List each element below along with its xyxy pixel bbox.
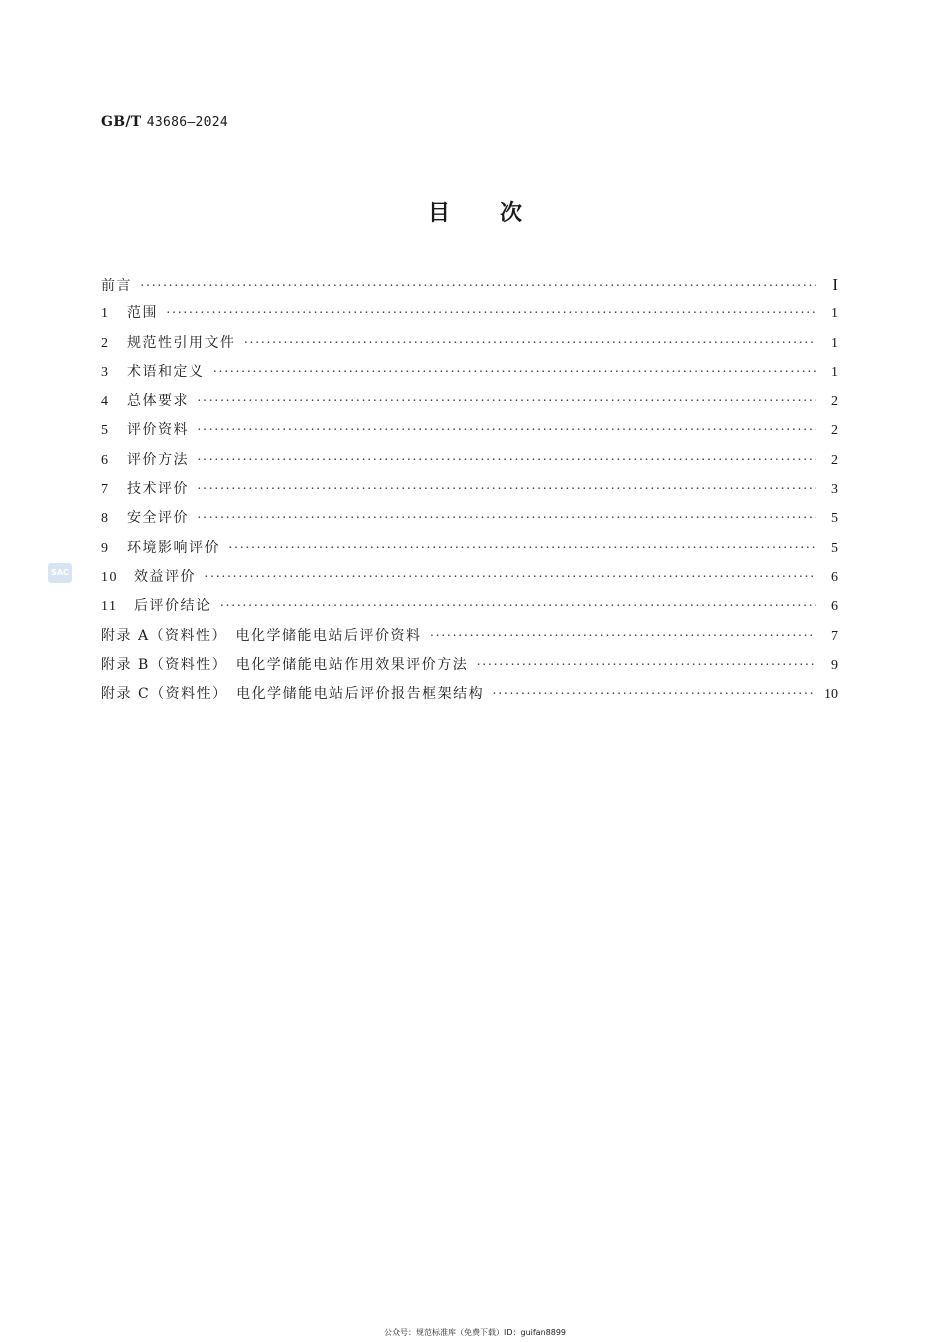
- toc-leader-dots: [228, 534, 816, 563]
- toc-entry-preface[interactable]: [101, 270, 838, 299]
- toc-entry-label: 总体要求: [127, 393, 189, 410]
- toc-entry-8[interactable]: [101, 504, 838, 533]
- toc-entry-label: 范围: [127, 305, 158, 322]
- table-of-contents: [101, 270, 838, 709]
- toc-entry-5[interactable]: [101, 416, 838, 445]
- toc-leader-dots: [197, 446, 816, 475]
- toc-entry-page: 5: [831, 540, 838, 556]
- toc-entry-page: 2: [831, 452, 838, 468]
- toc-entry-label: 评价方法: [127, 451, 189, 468]
- toc-leader-dots: [166, 299, 816, 328]
- toc-entry-2[interactable]: [101, 329, 838, 358]
- toc-entry-label: 附录 B（资料性） 电化学储能电站作用效果评价方法: [101, 656, 469, 673]
- toc-leader-dots: [476, 651, 816, 680]
- toc-entry-number: 5: [101, 423, 110, 439]
- toc-entry-number: 11: [101, 599, 118, 615]
- toc-entry-appendix-c[interactable]: [101, 680, 838, 709]
- toc-entry-6[interactable]: [101, 446, 838, 475]
- toc-entry-label: 规范性引用文件: [127, 334, 236, 351]
- toc-entry-page: 10: [824, 687, 838, 703]
- toc-entry-appendix-a[interactable]: [101, 622, 838, 651]
- toc-entry-label: 术语和定义: [127, 363, 205, 380]
- page-title: 目次: [427, 201, 572, 226]
- toc-leader-dots: [197, 504, 816, 533]
- toc-leader-dots: [197, 416, 816, 445]
- toc-entry-label: 附录 A（资料性） 电化学储能电站后评价资料: [101, 627, 422, 644]
- toc-entry-page: 2: [831, 423, 838, 439]
- toc-entry-label: 后评价结论: [134, 598, 212, 615]
- toc-entry-label: 安全评价: [127, 510, 189, 527]
- toc-leader-dots: [244, 329, 817, 358]
- toc-leader-dots: [204, 563, 816, 592]
- toc-leader-dots: [430, 622, 816, 651]
- toc-entry-label: 附录 C（资料性） 电化学储能电站后评价报告框架结构: [101, 686, 485, 703]
- toc-entry-9[interactable]: [101, 534, 838, 563]
- toc-entry-page: 2: [831, 394, 838, 410]
- toc-entry-page: 6: [831, 599, 838, 615]
- toc-entry-3[interactable]: [101, 358, 838, 387]
- toc-entry-number: 2: [101, 335, 110, 351]
- toc-entry-page: 9: [831, 657, 838, 673]
- standard-code: [101, 114, 228, 130]
- toc-entry-number: 8: [101, 511, 110, 527]
- toc-leader-dots: [197, 475, 816, 504]
- sac-watermark-logo: SAC: [48, 563, 72, 583]
- toc-leader-dots: [197, 387, 816, 416]
- toc-entry-number: 1: [101, 306, 110, 322]
- toc-entry-4[interactable]: [101, 387, 838, 416]
- toc-entry-page: 3: [831, 482, 838, 498]
- page-footer: 公众号：规范标准库（免费下载）ID：guifan8899: [383, 1328, 567, 1337]
- toc-entry-11[interactable]: [101, 592, 838, 621]
- toc-entry-label: 评价资料: [127, 422, 189, 439]
- toc-entry-7[interactable]: [101, 475, 838, 504]
- standard-prefix: GB/T: [101, 114, 142, 130]
- toc-entry-number: 6: [101, 452, 110, 468]
- toc-entry-number: 3: [101, 364, 110, 380]
- standard-number: 43686—2024: [146, 115, 228, 130]
- toc-entry-number: 10: [101, 569, 118, 585]
- toc-entry-page: 6: [831, 569, 838, 585]
- toc-entry-page: 1: [831, 306, 838, 322]
- toc-leader-dots: [220, 592, 817, 621]
- toc-entry-number: 7: [101, 482, 110, 498]
- toc-entry-number: 4: [101, 394, 110, 410]
- toc-entry-label: 技术评价: [127, 481, 189, 498]
- toc-entry-10[interactable]: [101, 563, 838, 592]
- toc-leader-dots: [140, 272, 816, 301]
- toc-leader-dots: [213, 358, 817, 387]
- toc-entry-page: 1: [831, 364, 838, 380]
- toc-entry-page: I: [832, 275, 838, 294]
- toc-entry-number: 9: [101, 540, 110, 556]
- toc-entry-page: 7: [831, 628, 838, 644]
- toc-entry-appendix-b[interactable]: [101, 651, 838, 680]
- toc-entry-label: 环境影响评价: [127, 539, 220, 556]
- toc-entry-page: 1: [831, 335, 838, 351]
- toc-entry-page: 5: [831, 511, 838, 527]
- toc-entry-1[interactable]: [101, 299, 838, 328]
- toc-leader-dots: [492, 680, 816, 709]
- toc-entry-label: 前言: [101, 278, 132, 294]
- toc-entry-label: 效益评价: [134, 568, 196, 585]
